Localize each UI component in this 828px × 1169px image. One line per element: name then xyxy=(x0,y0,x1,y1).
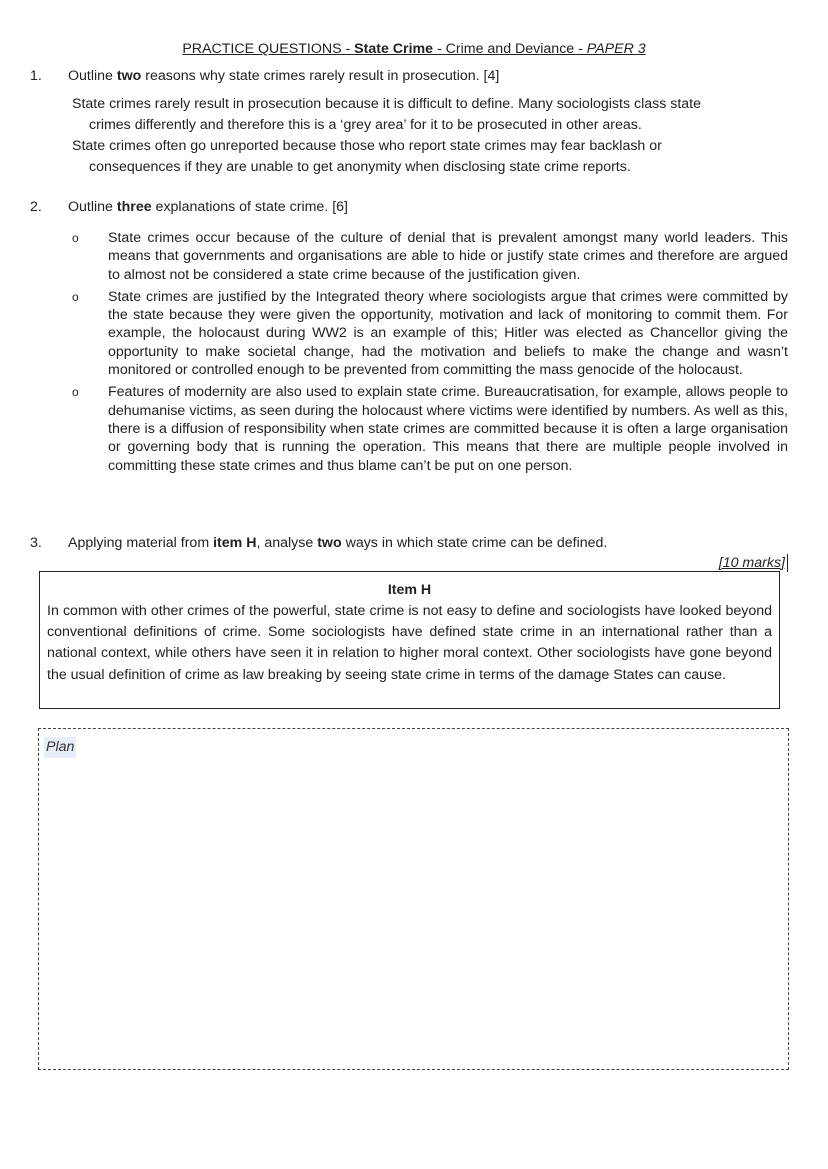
hollow-bullet-icon: o xyxy=(72,289,79,304)
item-h-title: Item H xyxy=(387,582,432,598)
question-1-number: 1. xyxy=(30,68,42,84)
marks-label: [10 marks] xyxy=(719,554,788,572)
answer-line: consequences if they are unable to get anonymity when disclosing state crime reports. xyxy=(89,159,631,175)
hollow-bullet-icon: o xyxy=(72,385,79,400)
answer-line: crimes differently and therefore this is a ‘grey area’ for it to be prosecuted in other areas. xyxy=(89,117,642,133)
answer-line: State crimes often go unreported because those who report state crimes may fear backlash or xyxy=(72,138,662,154)
plan-answer-area[interactable] xyxy=(38,728,789,1070)
question-2-answer-list xyxy=(72,229,788,479)
plan-label: Plan xyxy=(44,737,76,758)
list-item: o Features of modernity are also used to explain state crime. Bureaucratisation, for example, allows people to dehumanise victims, as seen during the holocaust where victims were identified by numbers. As well as this, there is a diffusion of responsibility when state crimes are committed because it is often a large organisation or governing body that is running the operation. This means that there are multiple people involved in committing these state crimes and thus blame can’t be put on one person. xyxy=(72,384,788,474)
list-item: o State crimes are justified by the Integrated theory where sociologists argue that crimes were committed by the state because they were given the opportunity, motivation and lack of monitoring to commit them. For example, the holocaust during WW2 is an example of this; Hitler was elected as Chancellor giving the opportunity to make societal change, had the motivation and beliefs to make the change and wasn’t monitored or controlled enough to be prevented from committing the mass genocide of the holocaust. xyxy=(72,288,788,379)
item-h-body: In common with other crimes of the powerful, state crime is not easy to define and sociologists have looked beyond conventional definitions of crime. Some sociologists have defined state crime in an international rather than a national context, while others have seen it in relation to higher moral context. Other sociologists have gone beyond the usual definition of crime as law breaking by seeing state crime in terms of the damage States can cause. xyxy=(47,603,772,683)
list-item: o State crimes occur because of the culture of denial that is prevalent amongst many world leaders. This means that governments and organisations are able to hide or justify state crimes and therefore are argued to almost not be considered a state crime because of the justification given. xyxy=(72,230,788,283)
question-1-text: Outline two reasons why state crimes rarely result in prosecution. [4] xyxy=(68,68,500,84)
question-3-number: 3. xyxy=(30,535,42,551)
question-3-text: Applying material from item H, analyse two ways in which state crime can be defined. xyxy=(68,535,608,551)
question-2-text: Outline three explanations of state crime. [6] xyxy=(68,199,348,215)
item-h-box xyxy=(39,571,780,709)
question-1-answer xyxy=(72,94,772,178)
answer-line: State crimes rarely result in prosecution because it is difficult to define. Many sociologists class state xyxy=(72,96,702,112)
hollow-bullet-icon: o xyxy=(72,231,79,245)
question-2-number: 2. xyxy=(30,199,42,215)
page-title: PRACTICE QUESTIONS - State Crime - Crime and Deviance - PAPER 3 xyxy=(182,41,646,57)
